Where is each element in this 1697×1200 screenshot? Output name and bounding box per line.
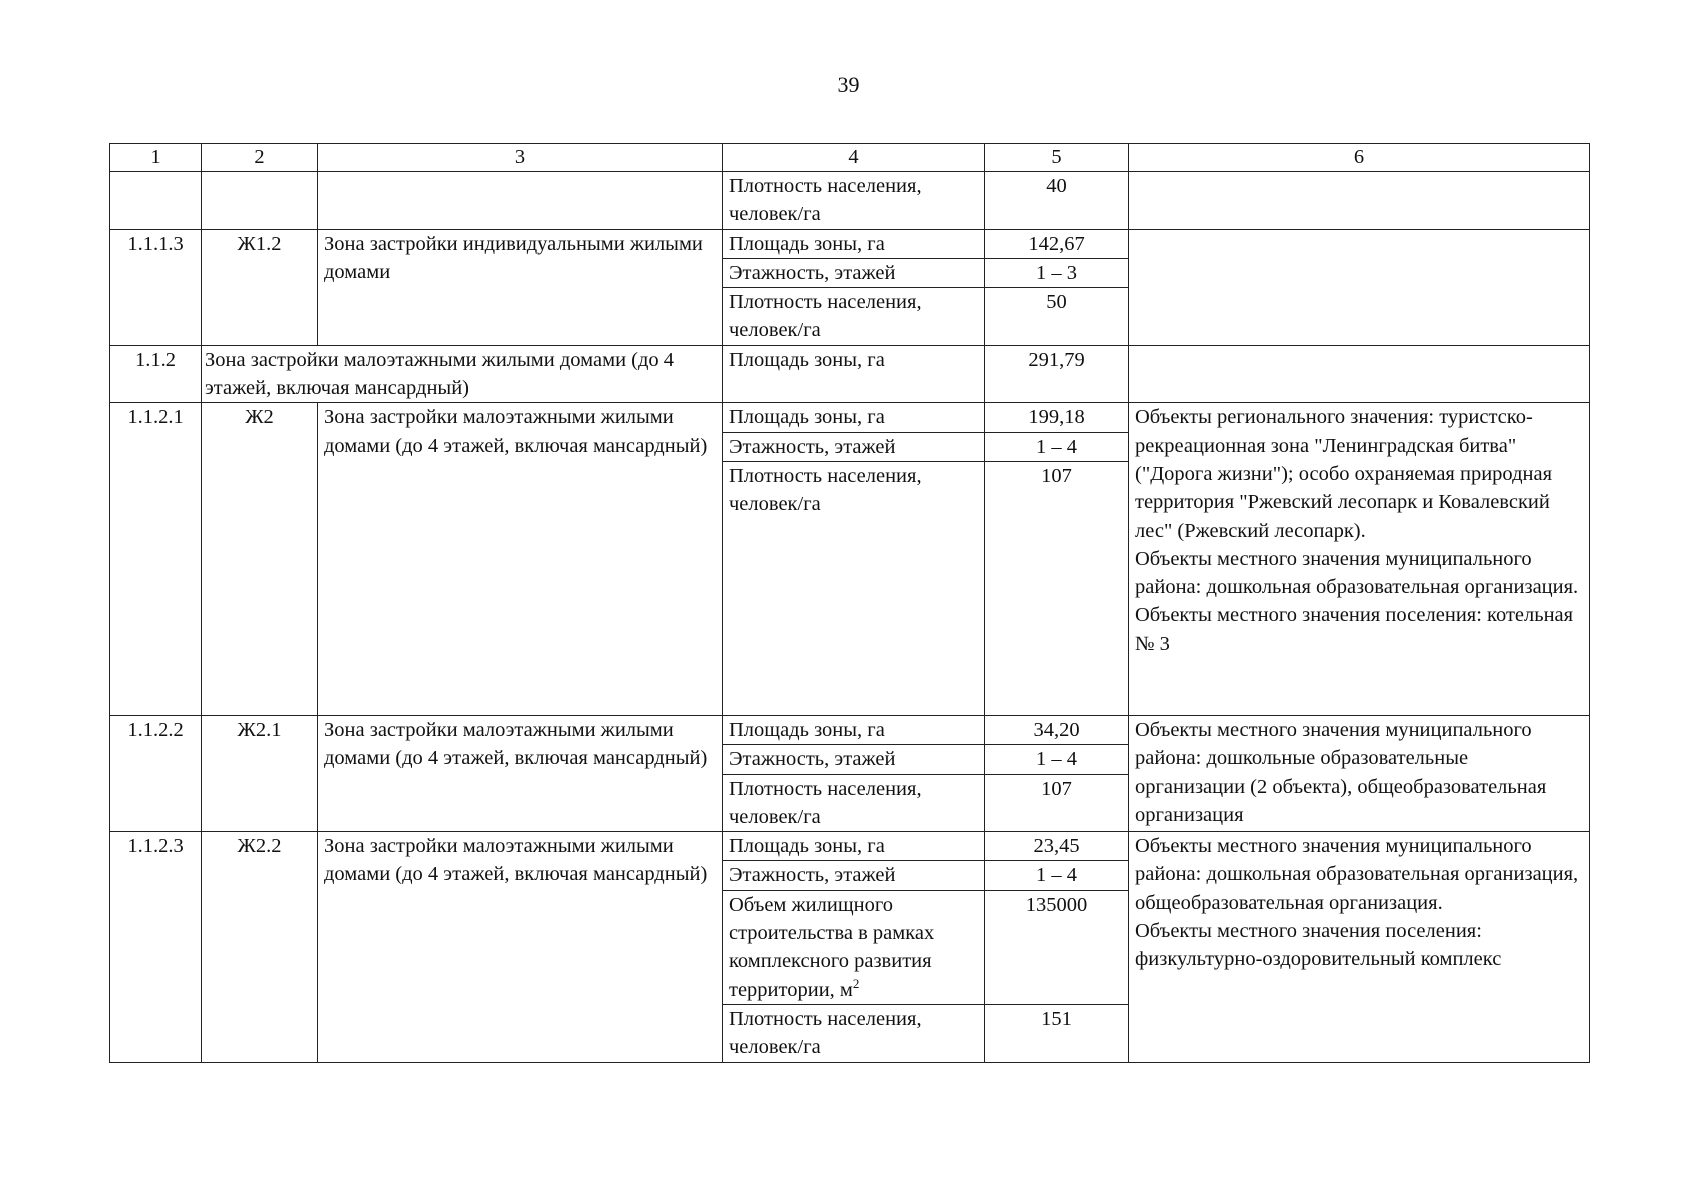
value-floors-cell: 1 – 4: [985, 861, 1129, 890]
zones-table: [109, 143, 1590, 1063]
index-cell: Ж1.2: [202, 229, 318, 345]
objects-paragraph: Объекты регионального значения: туристско-рекреационная зона "Ленинградская битва" ("Дорога жизни"); особо охраняемая природная территория "Ржевский лесопарк и Ковалевский лес" (Ржевский лесопарк).: [1135, 406, 1553, 542]
code-cell: 1.1.2: [110, 345, 202, 403]
objects-cell: [1129, 172, 1590, 230]
param-volume-text: Объем жилищного строительства в рамках комплексного развития территории, м: [729, 893, 935, 1001]
index-cell: [202, 172, 318, 230]
value-density-cell: 50: [985, 288, 1129, 346]
objects-paragraph: Объекты местного значения поселения: физкультурно-оздоровительный комплекс: [1135, 920, 1502, 971]
objects-cell: [1129, 715, 1590, 831]
param-area-cell: Площадь зоны, га: [723, 403, 985, 432]
header-col-3: 3: [318, 144, 723, 172]
code-cell: 1.1.2.3: [110, 832, 202, 1062]
param-area-cell: Площадь зоны, га: [723, 229, 985, 258]
value-density-cell: 107: [985, 774, 1129, 832]
param-volume-superscript: 2: [852, 975, 860, 991]
index-cell: Ж2.2: [202, 832, 318, 1062]
header-col-2: 2: [202, 144, 318, 172]
code-cell: 1.1.2.1: [110, 403, 202, 716]
param-area-cell: Площадь зоны, га: [723, 715, 985, 744]
param-density-cell: Плотность населения, человек/га: [723, 288, 985, 346]
objects-paragraph: Объекты местного значения поселения: котельная № 3: [1135, 604, 1574, 655]
header-col-5: 5: [985, 144, 1129, 172]
code-cell: [110, 172, 202, 230]
param-density-cell: Плотность населения, человек/га: [723, 1004, 985, 1062]
value-density-cell: 107: [985, 461, 1129, 715]
table-row: [110, 403, 1590, 432]
value-density-cell: 40: [985, 172, 1129, 230]
param-floors-cell: Этажность, этажей: [723, 745, 985, 774]
table-header-row: [110, 144, 1590, 172]
param-density-cell: Плотность населения, человек/га: [723, 774, 985, 832]
zone-cell: Зона застройки малоэтажными жилыми домами (до 4 этажей, включая мансардный): [318, 403, 723, 716]
value-volume-cell: 135000: [985, 890, 1129, 1004]
value-density-cell: 151: [985, 1004, 1129, 1062]
page-number: 39: [837, 72, 860, 97]
header-col-6: 6: [1129, 144, 1590, 172]
value-floors-cell: 1 – 4: [985, 745, 1129, 774]
value-area-cell: 142,67: [985, 229, 1129, 258]
header-col-4: 4: [723, 144, 985, 172]
param-density-cell: Плотность населения, человек/га: [723, 172, 985, 230]
table-row: [110, 345, 1590, 403]
objects-cell: [1129, 229, 1590, 345]
objects-paragraph: Объекты местного значения муниципального района: дошкольная образовательная организация.: [1135, 547, 1579, 599]
header-col-1: 1: [110, 144, 202, 172]
objects-cell: [1129, 832, 1590, 1062]
value-area-cell: 23,45: [985, 832, 1129, 861]
param-area-cell: Площадь зоны, га: [723, 345, 985, 403]
param-floors-cell: Этажность, этажей: [723, 432, 985, 461]
objects-cell: [1129, 403, 1590, 716]
value-floors-cell: 1 – 3: [985, 258, 1129, 287]
zone-cell: Зона застройки малоэтажными жилыми домами (до 4 этажей, включая мансардный): [318, 715, 723, 831]
objects-cell: [1129, 345, 1590, 403]
code-cell: 1.1.2.2: [110, 715, 202, 831]
table-row: [110, 715, 1590, 744]
zone-cell: [318, 172, 723, 230]
table-row: [110, 172, 1590, 230]
objects-paragraph: Объекты местного значения муниципального района: дошкольная образовательная организация, общеобразовательная организация.: [1135, 835, 1579, 914]
index-cell: Ж2: [202, 403, 318, 716]
zone-cell: Зона застройки индивидуальными жилыми домами: [318, 229, 723, 345]
index-cell: Ж2.1: [202, 715, 318, 831]
param-area-cell: Площадь зоны, га: [723, 832, 985, 861]
code-cell: 1.1.1.3: [110, 229, 202, 345]
table-row: [110, 229, 1590, 258]
param-volume-cell: [723, 890, 985, 1004]
value-floors-cell: 1 – 4: [985, 432, 1129, 461]
param-floors-cell: Этажность, этажей: [723, 258, 985, 287]
value-area-cell: 199,18: [985, 403, 1129, 432]
value-area-cell: 34,20: [985, 715, 1129, 744]
zone-cell: Зона застройки малоэтажными жилыми домами (до 4 этажей, включая мансардный): [202, 345, 723, 403]
param-floors-cell: Этажность, этажей: [723, 861, 985, 890]
zone-cell: Зона застройки малоэтажными жилыми домами (до 4 этажей, включая мансардный): [318, 832, 723, 1062]
objects-paragraph: Объекты местного значения муниципального района: дошкольные образовательные организации (2 объекта), общеобразовательная организация: [1135, 718, 1547, 826]
param-density-cell: Плотность населения, человек/га: [723, 461, 985, 715]
value-area-cell: 291,79: [985, 345, 1129, 403]
table-row: [110, 832, 1590, 861]
